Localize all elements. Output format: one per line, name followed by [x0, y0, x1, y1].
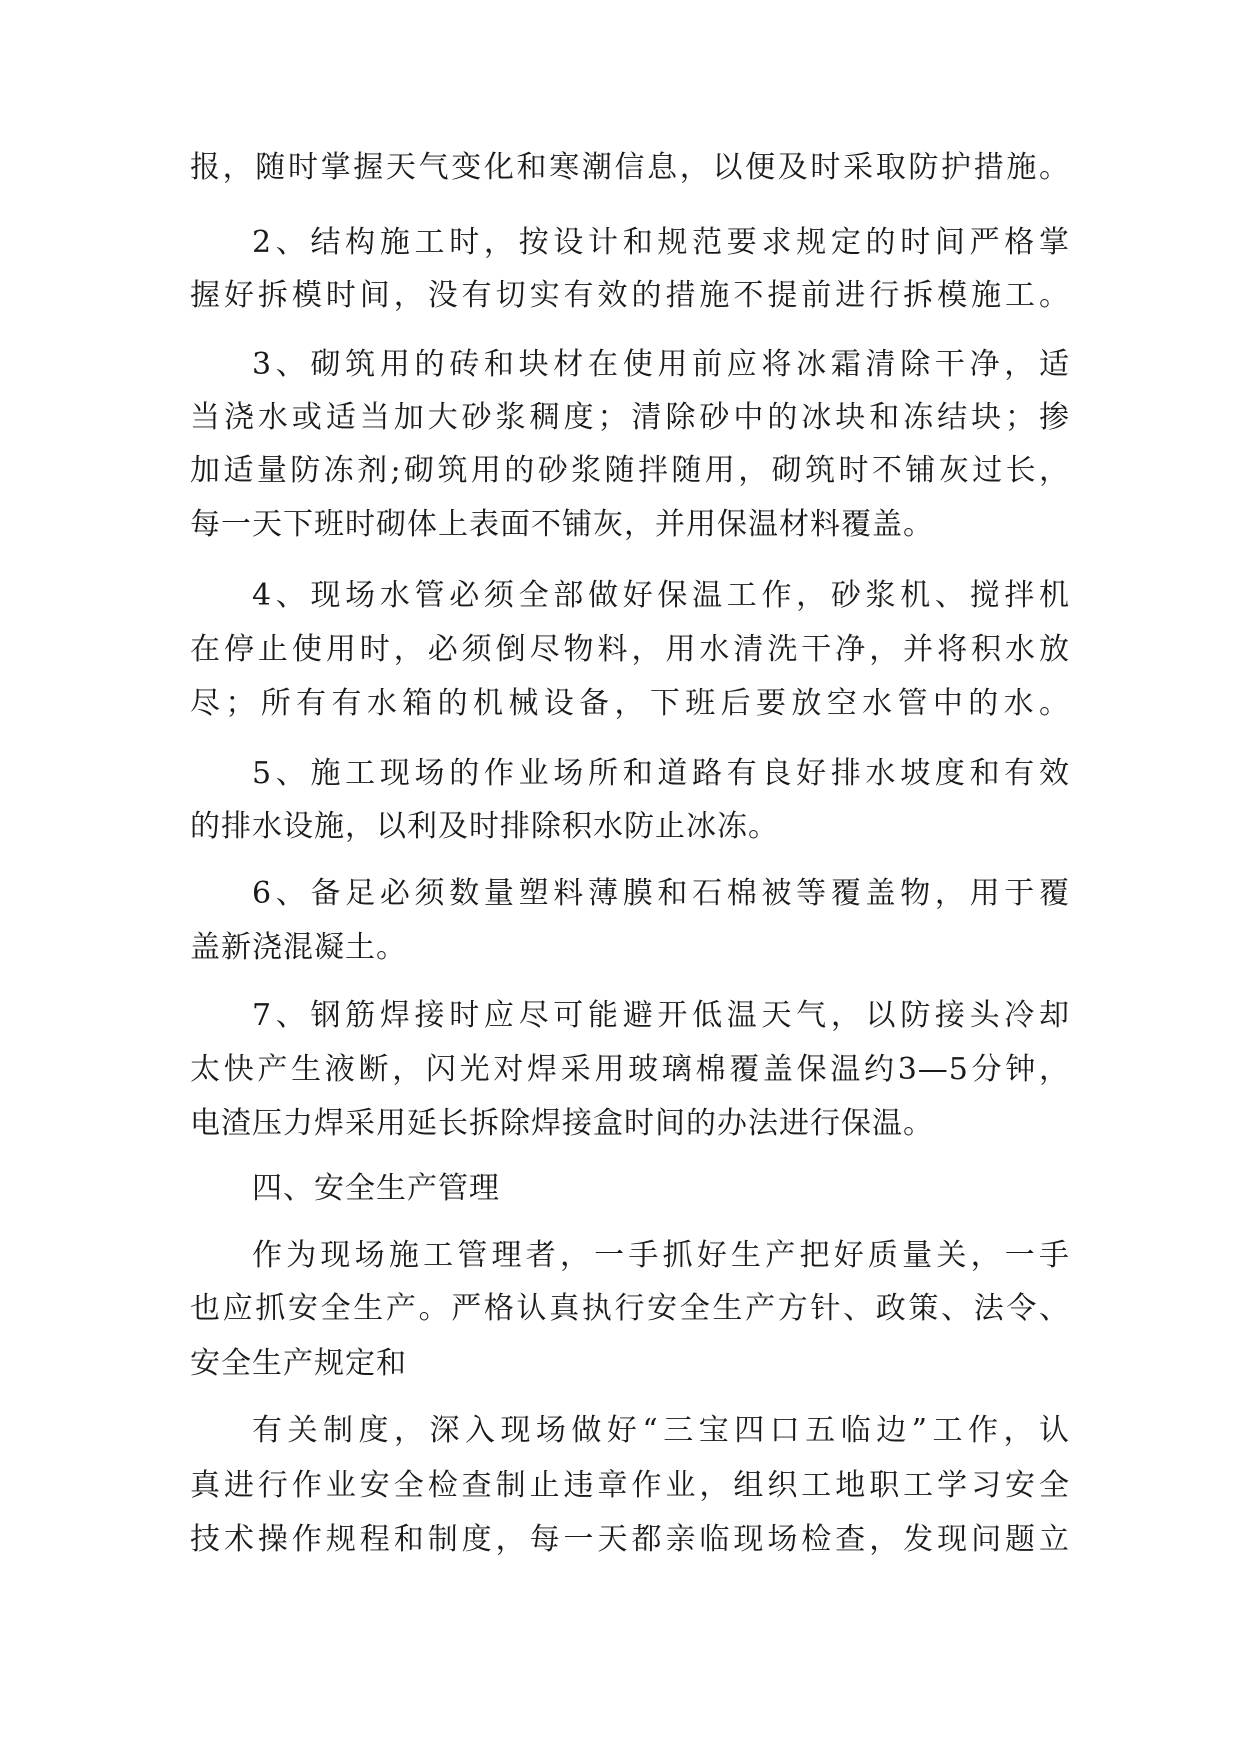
text-line-11: 5、施工现场的作业场所和道路有良好排水坡度和有效 — [252, 756, 1070, 791]
text-line-2: 2、结构施工时，按设计和规范要求规定的时间严格掌 — [252, 225, 1070, 260]
text-line-6: 加适量防冻剂;砌筑用的砂浆随拌随用，砌筑时不铺灰过长， — [190, 453, 1070, 488]
text-line-9: 在停止使用时，必须倒尽物料，用水清洗干净，并将积水放 — [190, 632, 1070, 667]
text-line-19: 作为现场施工管理者，一手抓好生产把好质量关，一手 — [252, 1238, 1070, 1273]
section-heading: 四、安全生产管理 — [252, 1171, 500, 1206]
text-line-21: 安全生产规定和 — [190, 1346, 407, 1381]
text-line-7: 每一天下班时砌体上表面不铺灰，并用保温材料覆盖。 — [190, 507, 934, 542]
text-line-20: 也应抓安全生产。严格认真执行安全生产方针、政策、法令、 — [190, 1291, 1070, 1326]
text-line-8: 4、现场水管必须全部做好保温工作，砂浆机、搅拌机 — [252, 578, 1070, 613]
text-line-10: 尽；所有有水箱的机械设备，下班后要放空水管中的水。 — [190, 686, 1070, 721]
text-line-14: 盖新浇混凝土。 — [190, 930, 407, 965]
text-line-23: 真进行作业安全检查制止违章作业，组织工地职工学习安全 — [190, 1468, 1070, 1503]
text-line-17: 电渣压力焊采用延长拆除焊接盒时间的办法进行保温。 — [190, 1106, 934, 1141]
text-line-12: 的排水设施，以利及时排除积水防止冰冻。 — [190, 809, 779, 844]
text-line-1: 报，随时掌握天气变化和寒潮信息，以便及时采取防护措施。 — [190, 150, 1070, 185]
text-line-15: 7、钢筋焊接时应尽可能避开低温天气，以防接头冷却 — [252, 998, 1070, 1033]
text-line-24: 技术操作规程和制度，每一天都亲临现场检查，发现问题立 — [190, 1522, 1070, 1557]
text-line-22: 有关制度，深入现场做好“三宝四口五临边”工作，认 — [252, 1413, 1070, 1448]
text-line-5: 当浇水或适当加大砂浆稠度；清除砂中的冰块和冻结块；掺 — [190, 400, 1070, 435]
text-line-4: 3、砌筑用的砖和块材在使用前应将冰霜清除干净，适 — [252, 347, 1070, 382]
text-line-16: 太快产生液断，闪光对焊采用玻璃棉覆盖保温约3—5分钟， — [190, 1052, 1070, 1087]
text-line-3: 握好拆模时间，没有切实有效的措施不提前进行拆模施工。 — [190, 278, 1070, 313]
text-line-13: 6、备足必须数量塑料薄膜和石棉被等覆盖物，用于覆 — [252, 876, 1070, 911]
